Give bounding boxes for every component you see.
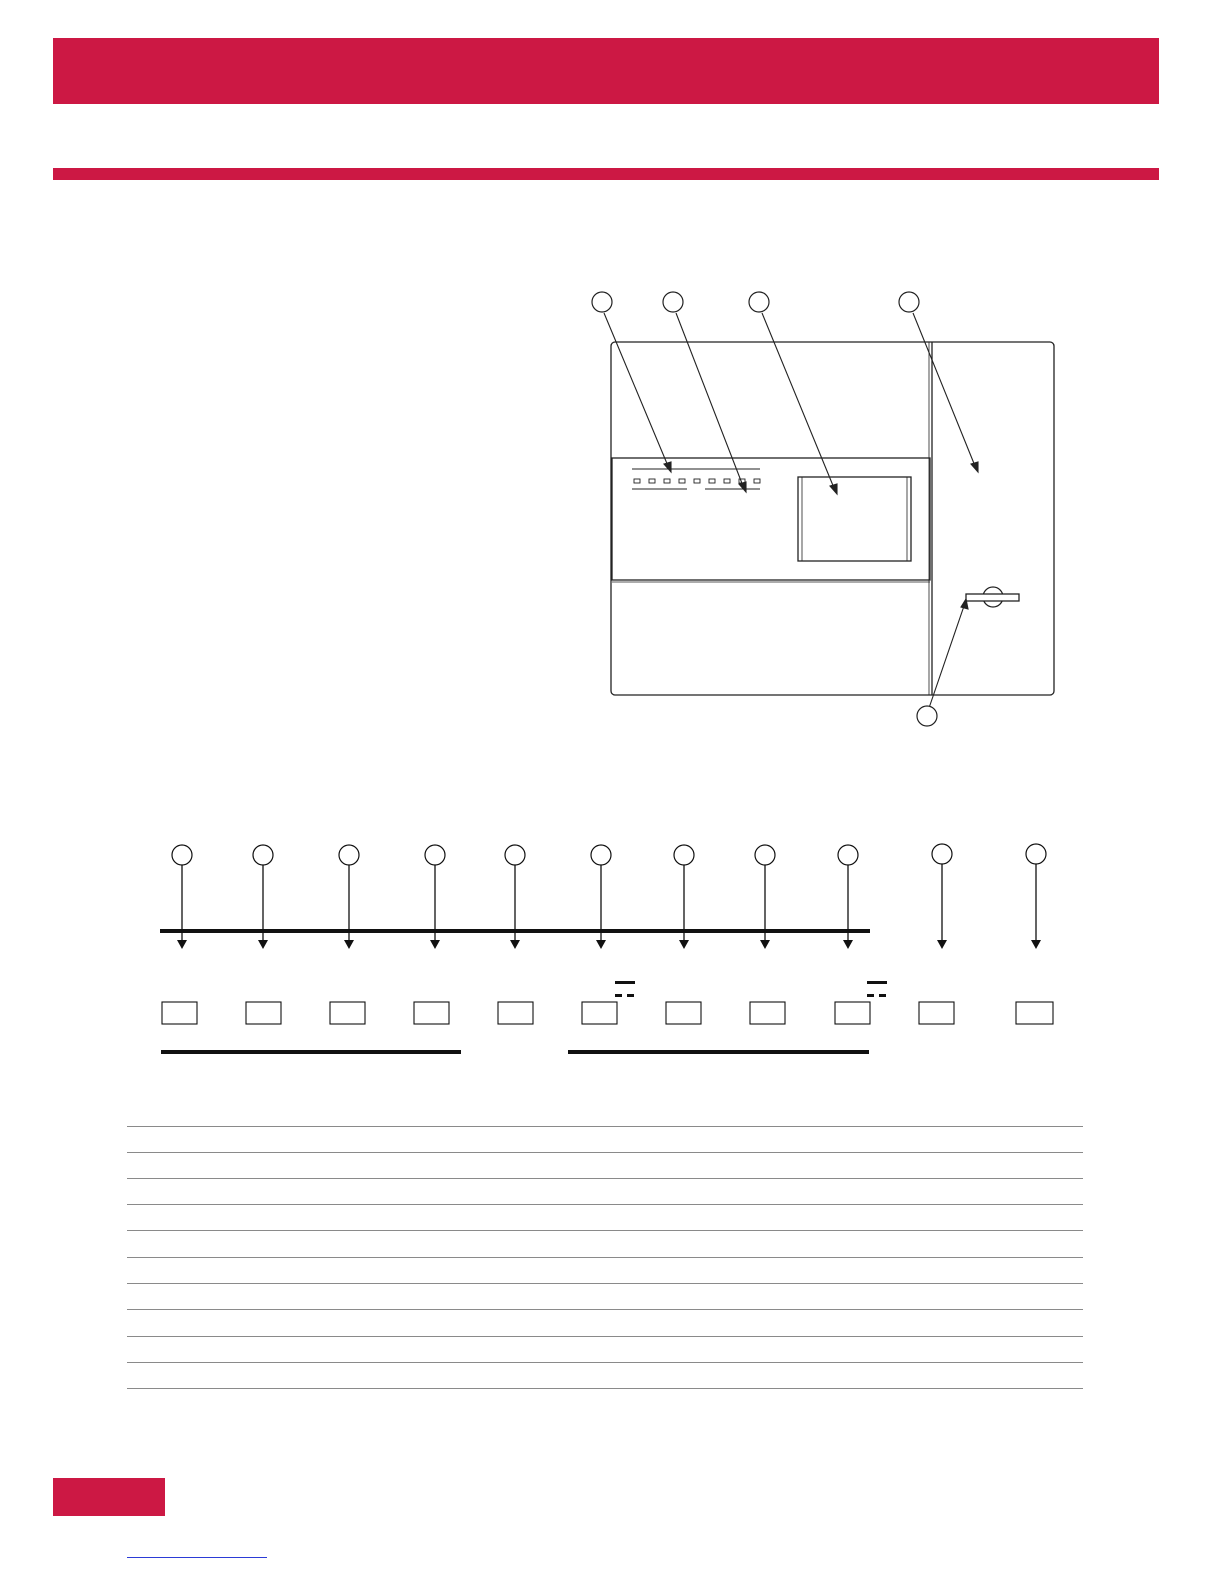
display-segment [582,1002,617,1024]
group-bar [568,1050,869,1054]
display-legend-diagram [160,844,1053,1054]
display-segment [162,1002,197,1024]
display-segment [330,1002,365,1024]
display-segment [1016,1002,1053,1024]
callout-circle [592,292,612,312]
table-row [127,1309,1083,1310]
callout-circle [749,292,769,312]
display-segment [498,1002,533,1024]
display-segment [246,1002,281,1024]
page-number-tab [53,1478,165,1516]
table-row [127,1336,1083,1337]
display-segment [750,1002,785,1024]
callout-circle [899,292,919,312]
table-row [127,1388,1083,1389]
group-bar [161,1050,461,1054]
display-segment [919,1002,954,1024]
table-row [127,1204,1083,1205]
table-row [127,1257,1083,1258]
callout-circle [663,292,683,312]
display-segment [666,1002,701,1024]
key-lock-icon [966,587,1019,607]
lcd-window [798,477,911,561]
panel-callouts [592,292,937,726]
panel-leader-lines [604,313,978,708]
table-row [127,1178,1083,1179]
display-segment [414,1002,449,1024]
table-row [127,1283,1083,1284]
dc-symbol-icon [867,981,887,997]
control-panel-illustration [611,342,1054,695]
table-row [127,1126,1083,1127]
table-row [127,1362,1083,1363]
table-row [127,1230,1083,1231]
table-row [127,1152,1083,1153]
footer-link[interactable] [127,1557,267,1558]
callout-circle [917,706,937,726]
display-segment [835,1002,870,1024]
dc-symbol-icon [615,981,635,997]
